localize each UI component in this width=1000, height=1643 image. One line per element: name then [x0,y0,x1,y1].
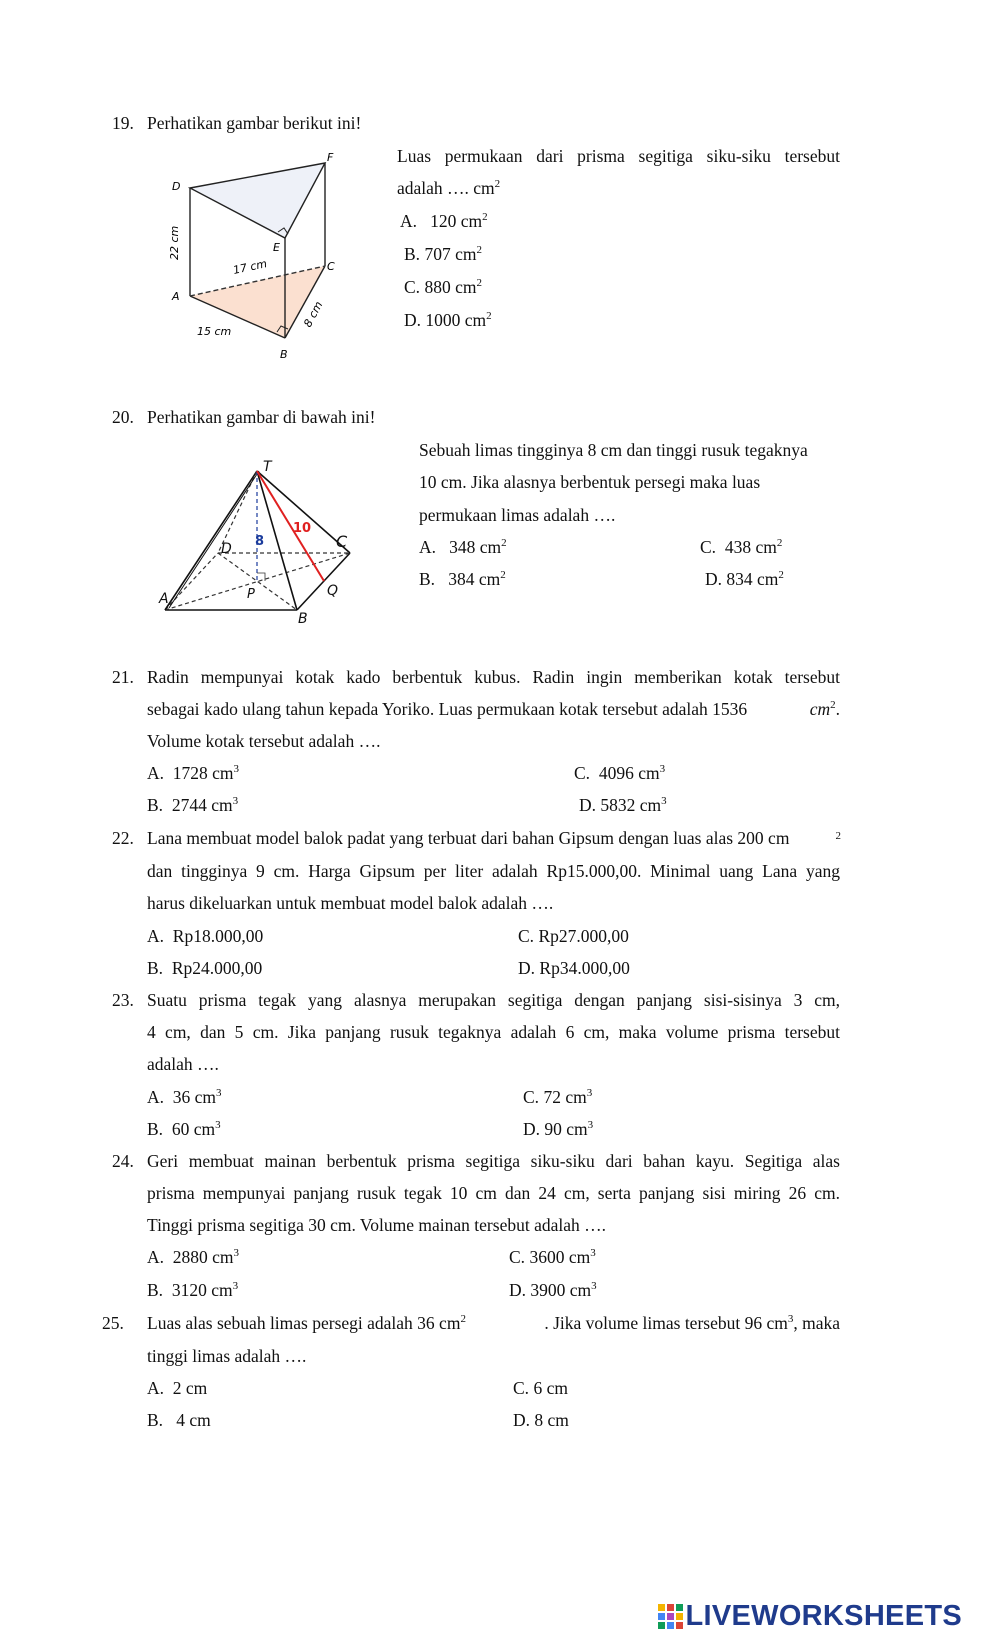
option-c[interactable]: C. 438 $cm^2$ [700,537,783,557]
option-a[interactable]: A. Rp18.000,00 [147,926,264,946]
question-text-line: Lana membuat model balok padat yang terbuat dari bahan Gipsum dengan luas alas 200 cm 2 [147,828,841,848]
question-text-line: adalah …. [147,1054,219,1074]
question-text-line: Sebuah limas tingginya 8 cm dan tinggi rusuk tegaknya [419,440,808,460]
vertex-label-A: A [159,591,169,607]
option-a[interactable]: A. 36 $cm^3$ [147,1087,222,1107]
question-text-line: permukaan limas adalah …. [419,505,616,525]
option-c[interactable]: C. 3600 $cm^3$ [509,1247,596,1267]
option-c[interactable]: C. 880 $cm^2$ [404,277,482,297]
option-c[interactable]: C. 72 $cm^3$ [523,1087,593,1107]
dimension-hypotenuse: 17 cm [231,257,269,277]
question-prompt: Perhatikan gambar berikut ini! [147,113,362,133]
option-d[interactable]: D. 1000 $cm^2$ [404,310,492,330]
dimension-side: 8 cm [301,299,326,330]
question-number: 23. [112,990,134,1010]
question-text-line: prisma mempunyai panjang rusuk tegak 10 cm dan 24 cm, serta panjang sisi miring 26 cm. [147,1183,840,1203]
vertex-label-D: D [172,180,181,193]
option-c[interactable]: C. 6 cm [513,1378,568,1398]
option-c[interactable]: C. Rp27.000,00 [518,926,629,946]
option-b[interactable]: B. 60 $cm^3$ [147,1119,221,1139]
question-text-line: Luas alas sebuah limas persegi adalah 36 $cm^2$ . Jika volume limas tersebut 96 $cm^3$, maka [147,1313,840,1333]
question-number: 25. [102,1313,124,1333]
vertex-label-F: F [327,151,334,164]
question-number: 21. [112,667,134,687]
dimension-height: 22 cm [168,225,181,260]
point-label-P: P [247,587,255,602]
liveworksheets-logo[interactable] [658,1600,963,1633]
question-number: 20. [112,407,134,427]
question-text-line: harus dikeluarkan untuk membuat model balok adalah …. [147,893,554,913]
question-text-line: Tinggi prisma segitiga 30 cm. Volume mainan tersebut adalah …. [147,1215,606,1235]
vertex-label-A: A [172,290,180,303]
vertex-label-D: D [221,541,232,557]
option-b[interactable]: B. 2744 $cm^3$ [147,795,239,815]
question-text-line: 4 cm, dan 5 cm. Jika panjang rusuk tegaknya adalah 6 cm, maka volume prisma tersebut [147,1022,840,1042]
option-a[interactable]: A. 120 $cm^2$ [400,211,488,231]
question-text-line: adalah …. $cm^2$ [397,178,501,198]
dimension-base: 15 cm [197,325,232,338]
option-d[interactable]: D. 90 $cm^3$ [523,1119,594,1139]
vertex-label-C: C [327,260,335,273]
prism-top-face [190,163,325,238]
question-text-line: Volume kotak tersebut adalah …. [147,731,381,751]
option-d[interactable]: D. 3900 $cm^3$ [509,1280,597,1300]
question-number: 19. [112,113,134,133]
option-a[interactable]: A. 2880 $cm^3$ [147,1247,240,1267]
question-prompt: Perhatikan gambar di bawah ini! [147,407,376,427]
question-text-line: Suatu prisma tegak yang alasnya merupakan segitiga dengan panjang sisi-sisinya 3 cm, [147,990,840,1010]
triangular-prism-figure [160,148,360,368]
vertex-label-E: E [273,241,280,254]
option-d[interactable]: D. 5832 $cm^3$ [579,795,667,815]
option-a[interactable]: A. 348 $cm^2$ [419,537,507,557]
option-a[interactable]: A. 1728 $cm^3$ [147,763,240,783]
option-c[interactable]: C. 4096 $cm^3$ [574,763,666,783]
option-d[interactable]: D. 8 cm [513,1410,569,1430]
option-d[interactable]: D. 834 $cm^2$ [705,569,784,589]
question-text-line: Luas permukaan dari prisma segitiga siku-siku tersebut [397,146,840,166]
option-b[interactable]: B. 384 $cm^2$ [419,569,506,589]
slant-height-label: 10 [293,521,312,536]
vertex-label-C: C [336,532,348,551]
option-b[interactable]: B. Rp24.000,00 [147,958,263,978]
square-pyramid-figure [155,453,375,633]
option-b[interactable]: B. 707 $cm^2$ [404,244,482,264]
height-label: 8 [255,534,265,549]
question-number: 22. [112,828,134,848]
question-text-line: Radin mempunyai kotak kado berbentuk kubus. Radin ingin memberikan kotak tersebut [147,667,840,687]
option-a[interactable]: A. 2 cm [147,1378,208,1398]
question-text-line: dan tingginya 9 cm. Harga Gipsum per liter adalah Rp15.000,00. Minimal uang Lana yang [147,861,840,881]
question-text-line: tinggi limas adalah …. [147,1346,307,1366]
question-text-line: 10 cm. Jika alasnya berbentuk persegi maka luas [419,472,761,492]
question-text-line: sebagai kado ulang tahun kepada Yoriko. Luas permukaan kotak tersebut adalah 1536 $cm^2$. [147,699,840,719]
option-d[interactable]: D. Rp34.000,00 [518,958,630,978]
vertex-label-B: B [298,611,308,627]
question-text-line: Geri membuat mainan berbentuk prisma segitiga siku-siku dari bahan kayu. Segitiga alas [147,1151,840,1171]
vertex-label-B: B [280,348,288,361]
point-label-Q: Q [327,583,339,599]
liveworksheets-logo-icon [658,1604,684,1630]
vertex-label-T: T [263,459,272,475]
liveworksheets-logo-text: LIVEWORKSHEETS [685,1600,962,1632]
option-b[interactable]: B. 4 cm [147,1410,211,1430]
option-b[interactable]: B. 3120 $cm^3$ [147,1280,239,1300]
question-number: 24. [112,1151,134,1171]
